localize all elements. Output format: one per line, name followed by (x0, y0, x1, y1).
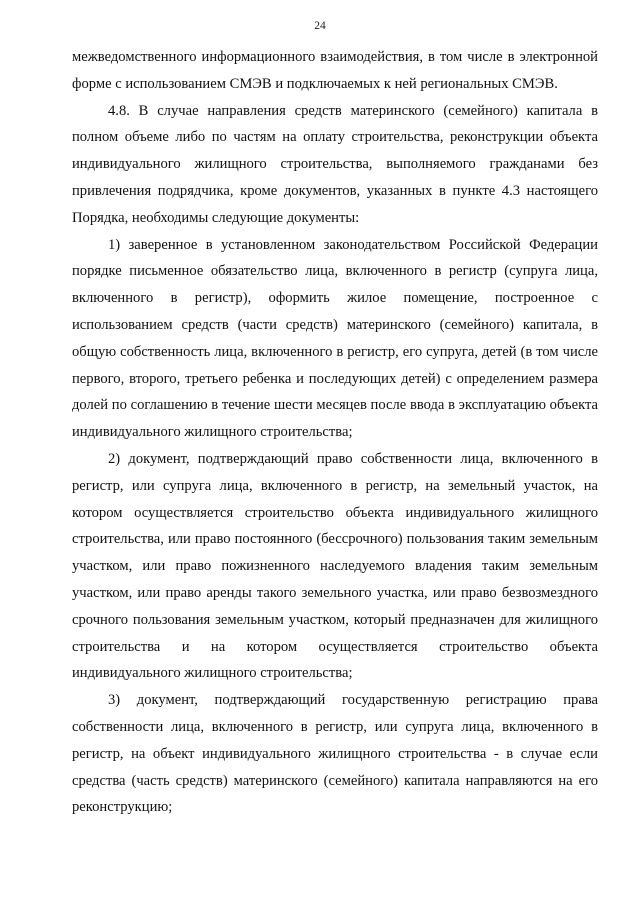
paragraph-continuation: межведомственного информационного взаимодействия, в том числе в электронной форме с использованием СМЭВ и подключаемых к ней региональных СМЭВ. (72, 49, 598, 92)
list-item-2: 2) документ, подтверждающий право собственности лица, включенного в регистр, или супруга лица, включенного в регистр, на земельный участок, на котором осуществляется строительство объекта индивидуального жилищного строительства, или право постоянного (бессрочного) пользования таким земельным участком, или право пожизненного наследуемого владения таким земельным участком, или право аренды такого земельного участка, или право безвозмездного срочного пользования земельным участком, который предназначен для жилищного строительства и на котором осуществляется строительство объекта индивидуального жилищного строительства; (72, 450, 598, 682)
page-number: 24 (314, 20, 326, 32)
paragraph-4-8: 4.8. В случае направления средств материнского (семейного) капитала в полном объеме либо по частям на оплату строительства, реконструкции объекта индивидуального жилищного строительства, выполняемого гражданами без привлечения подрядчика, кроме документов, указанных в пункте 4.3 настоящего Порядка, необходимы следующие документы: (72, 102, 598, 226)
list-item-3: 3) документ, подтверждающий государственную регистрацию права собственности лица, включенного в регистр, или супруга лица, включенного в регистр, на объект индивидуального жилищного строительства - в случае если средства (часть средств) материнского (семейного) капитала направляются на его реконструкцию; (72, 692, 598, 816)
list-item-1: 1) заверенное в установленном законодательством Российской Федерации порядке письменное обязательство лица, включенного в регистр (супруга лица, включенного в регистр), оформить жилое помещение, построенное с использованием средств (части средств) материнского (семейного) капитала, в общую собственность лица, включенного в регистр, его супруга, детей (в том числе первого, второго, третьего ребенка и последующих детей) с определением размера долей по соглашению в течение шести месяцев после ввода в эксплуатацию объекта индивидуального жилищного строительства; (72, 236, 598, 441)
document-body (72, 44, 598, 821)
